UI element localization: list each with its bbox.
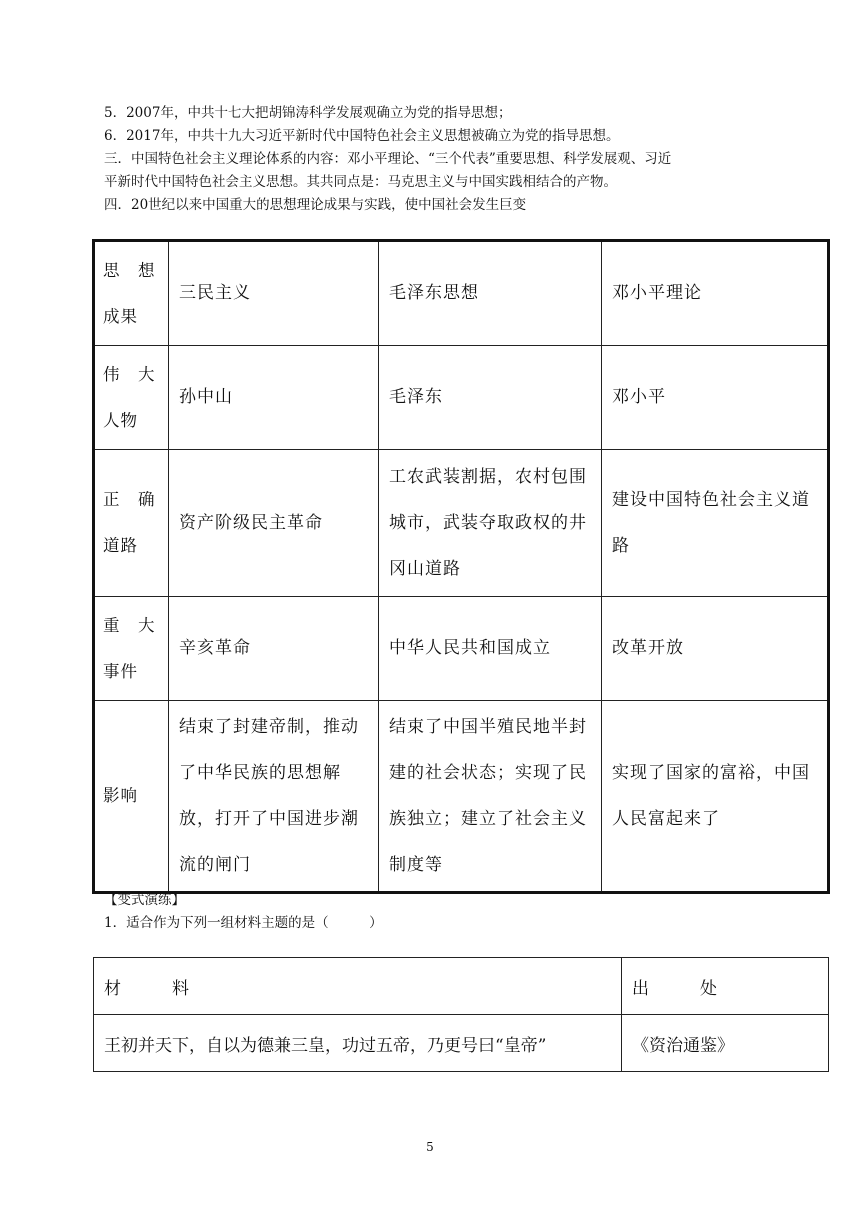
table-cell: 结束了中国半殖民地半封建的社会状态；实现了民族独立；建立了社会主义制度等 [379, 701, 602, 893]
row-header-line-1: 思 想 [103, 260, 156, 280]
row-header-line-2: 道路 [103, 536, 138, 555]
table-cell: 结束了封建帝制，推动了中华民族的思想解放，打开了中国进步潮流的闸门 [169, 701, 379, 893]
table-row [94, 450, 829, 597]
table-cell: 辛亥革命 [169, 597, 379, 701]
row-header-line-2: 成果 [103, 306, 138, 326]
row-header-line-2: 事件 [103, 661, 138, 681]
intro-section-4: 四．20世纪以来中国重大的思想理论成果与实践，使中国社会发生巨变 [104, 197, 527, 213]
table-cell: 改革开放 [602, 597, 829, 701]
table-row [94, 701, 829, 893]
intro-section-3-line-2: 平新时代中国特色社会主义思想。其共同点是：马克思主义与中国实践相结合的产物。 [104, 174, 617, 190]
section-title: 【变式演练】 [104, 892, 185, 908]
intro-line-6: 6．2017年，中共十九大习近平新时代中国特色社会主义思想被确立为党的指导思想。 [104, 128, 620, 144]
header-material: 材 料 [94, 958, 622, 1015]
row-header: 影响 [94, 701, 169, 893]
row-header-line-2: 人物 [103, 410, 138, 430]
table-cell: 邓小平 [602, 346, 829, 450]
table-cell: 中华人民共和国成立 [379, 597, 602, 701]
source-table [93, 957, 829, 1072]
table-row [94, 241, 829, 346]
intro-section-3-line-1: 三．中国特色社会主义理论体系的内容：邓小平理论、“三个代表”重要思想、科学发展观、习近 [104, 151, 672, 167]
table-row [94, 346, 829, 450]
row-header [94, 241, 169, 346]
row-header-line-1: 伟 大 [103, 364, 156, 384]
intro-line-5: 5．2007年，中共十七大把胡锦涛科学发展观确立为党的指导思想； [104, 105, 512, 121]
page-number: 5 [426, 1140, 434, 1154]
source-cell: 《资治通鉴》 [622, 1015, 829, 1072]
table-cell: 工农武装割据，农村包围城市，武装夺取政权的井冈山道路 [379, 450, 602, 597]
row-header [94, 597, 169, 701]
row-header [94, 346, 169, 450]
table-header-row [94, 958, 829, 1015]
table-cell: 建设中国特色社会主义道路 [602, 450, 829, 597]
question-1: 1．适合作为下列一组材料主题的是（ ） [104, 915, 383, 931]
table-row [94, 1015, 829, 1072]
table-cell: 实现了国家的富裕，中国人民富起来了 [602, 701, 829, 893]
table-cell: 三民主义 [169, 241, 379, 346]
material-cell: 王初并天下，自以为德兼三皇，功过五帝，乃更号曰“皇帝” [94, 1015, 622, 1072]
header-source: 出 处 [622, 958, 829, 1015]
table-cell: 毛泽东思想 [379, 241, 602, 346]
table-row [94, 597, 829, 701]
table-cell: 毛泽东 [379, 346, 602, 450]
row-header-line-1: 正 确 [103, 490, 156, 509]
table-cell: 邓小平理论 [602, 241, 829, 346]
table-cell: 孙中山 [169, 346, 379, 450]
row-header [94, 450, 169, 597]
row-header-line-1: 重 大 [103, 615, 156, 635]
thought-achievements-table [92, 239, 830, 894]
table-cell: 资产阶级民主革命 [169, 450, 379, 597]
